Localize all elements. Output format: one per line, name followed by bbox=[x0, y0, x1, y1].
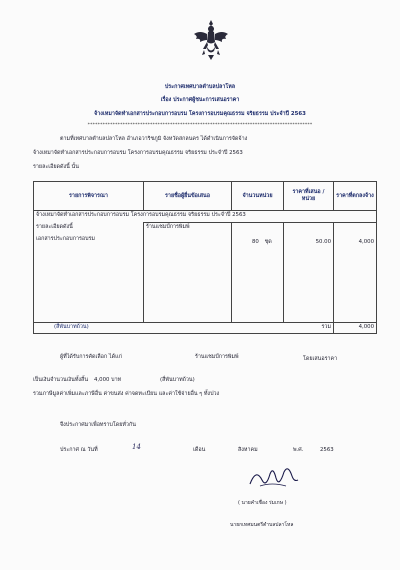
col-header-vendor: รายชื่อผู้ยื่นข้อเสนอ bbox=[144, 182, 232, 211]
amount-text: (สี่พันบาทถ้วน) bbox=[160, 377, 195, 383]
header-project: จ้างเหมาจัดทำเอกสารประกอบการอบรม โครงการอบรมคุณธรรม จริยธรรม ประจำปี 2563 bbox=[94, 111, 306, 117]
detail-item: เอกสารประกอบการอบรม bbox=[36, 236, 95, 243]
quantity-cell bbox=[232, 223, 284, 323]
header-title: ประกาศเทศบาลตำบลปลาโหล bbox=[164, 84, 236, 90]
quantity-value: 80 bbox=[252, 239, 259, 245]
quantity-unit: ชุด bbox=[264, 239, 272, 245]
signature-scribble bbox=[246, 462, 302, 492]
amount-value: 4,000 บาท bbox=[94, 377, 122, 383]
bid-label: โดยเสนอราคา bbox=[303, 356, 338, 362]
table-row bbox=[34, 211, 377, 223]
item-title: จ้างเหมาจัดทำเอกสารประกอบการอบรม โครงการอบรมคุณธรรม จริยธรรม ประจำปี 2563 bbox=[34, 211, 377, 223]
month-label: เดือน bbox=[193, 447, 206, 453]
year-label: พ.ศ. bbox=[293, 447, 304, 453]
intro-line-2: จ้างเหมาจัดทำเอกสารประกอบการอบรม โครงการอบรมคุณธรรม จริยธรรม ประจำปี 2563 bbox=[33, 150, 243, 156]
year-value: 2563 bbox=[320, 447, 334, 453]
price-table bbox=[33, 181, 377, 334]
total-text: (สี่พันบาทถ้วน) bbox=[34, 323, 232, 334]
winner-label: ผู้ที่ได้รับการคัดเลือก ได้แก่ bbox=[60, 354, 122, 360]
intro-line-3: รายละเอียดดังนี้ นั้น bbox=[33, 164, 79, 170]
col-header-unit-price: ราคาที่เสนอ / หน่วย bbox=[284, 182, 334, 211]
col-header-item: รายการพิจารณา bbox=[34, 182, 144, 211]
intro-line-1: ตามที่เทศบาลตำบลปลาโหล อำเภอวาริชภูมิ จังหวัดสกลนคร ได้ดำเนินการจัดจ้าง bbox=[60, 136, 248, 142]
unit-price-cell: 50.00 bbox=[284, 223, 334, 323]
col-header-agreed-price: ราคาที่ตกลงจ้าง bbox=[334, 182, 377, 211]
col-header-quantity: จำนวนหน่วย bbox=[232, 182, 284, 211]
signer-position: นายกเทศมนตรีตำบลปลาโหล bbox=[230, 522, 294, 528]
month-value: สิงหาคม bbox=[238, 447, 258, 453]
tax-note: รวมภาษีมูลค่าเพิ่มและภาษีอื่น ค่าขนส่ง ค่าจดทะเบียน และค่าใช้จ่ายอื่น ๆ ทั้งปวง bbox=[33, 391, 220, 397]
table-row bbox=[34, 223, 377, 323]
announce-line: จึงประกาศมาเพื่อทราบโดยทั่วกัน bbox=[60, 422, 136, 428]
date-prefix: ประกาศ ณ วันที่ bbox=[60, 447, 98, 453]
item-cell bbox=[34, 223, 144, 323]
star-divider: ****************************************************************************************** bbox=[87, 123, 313, 128]
vendor-cell: ร้านแชมป์การพิมพ์ bbox=[144, 223, 232, 323]
agreed-price-cell: 4,000 bbox=[334, 223, 377, 323]
garuda-emblem bbox=[192, 18, 230, 62]
date-day: 14 bbox=[132, 443, 141, 451]
table-header-row bbox=[34, 182, 377, 211]
detail-label: รายละเอียดดังนี้ bbox=[36, 223, 73, 230]
table-total-row bbox=[34, 323, 377, 334]
winner-name: ร้านแชมป์การพิมพ์ bbox=[195, 354, 239, 360]
signer-name: ( นายคำเชื่อง ร่มเกษ ) bbox=[238, 500, 287, 506]
total-value: 4,000 bbox=[334, 323, 377, 334]
amount-label: เป็นเงินจำนวนเงินทั้งสิ้น bbox=[33, 377, 89, 383]
total-label: รวม bbox=[284, 323, 334, 334]
header-subject: เรื่อง ประกาศผู้ชนะการเสนอราคา bbox=[160, 97, 240, 103]
